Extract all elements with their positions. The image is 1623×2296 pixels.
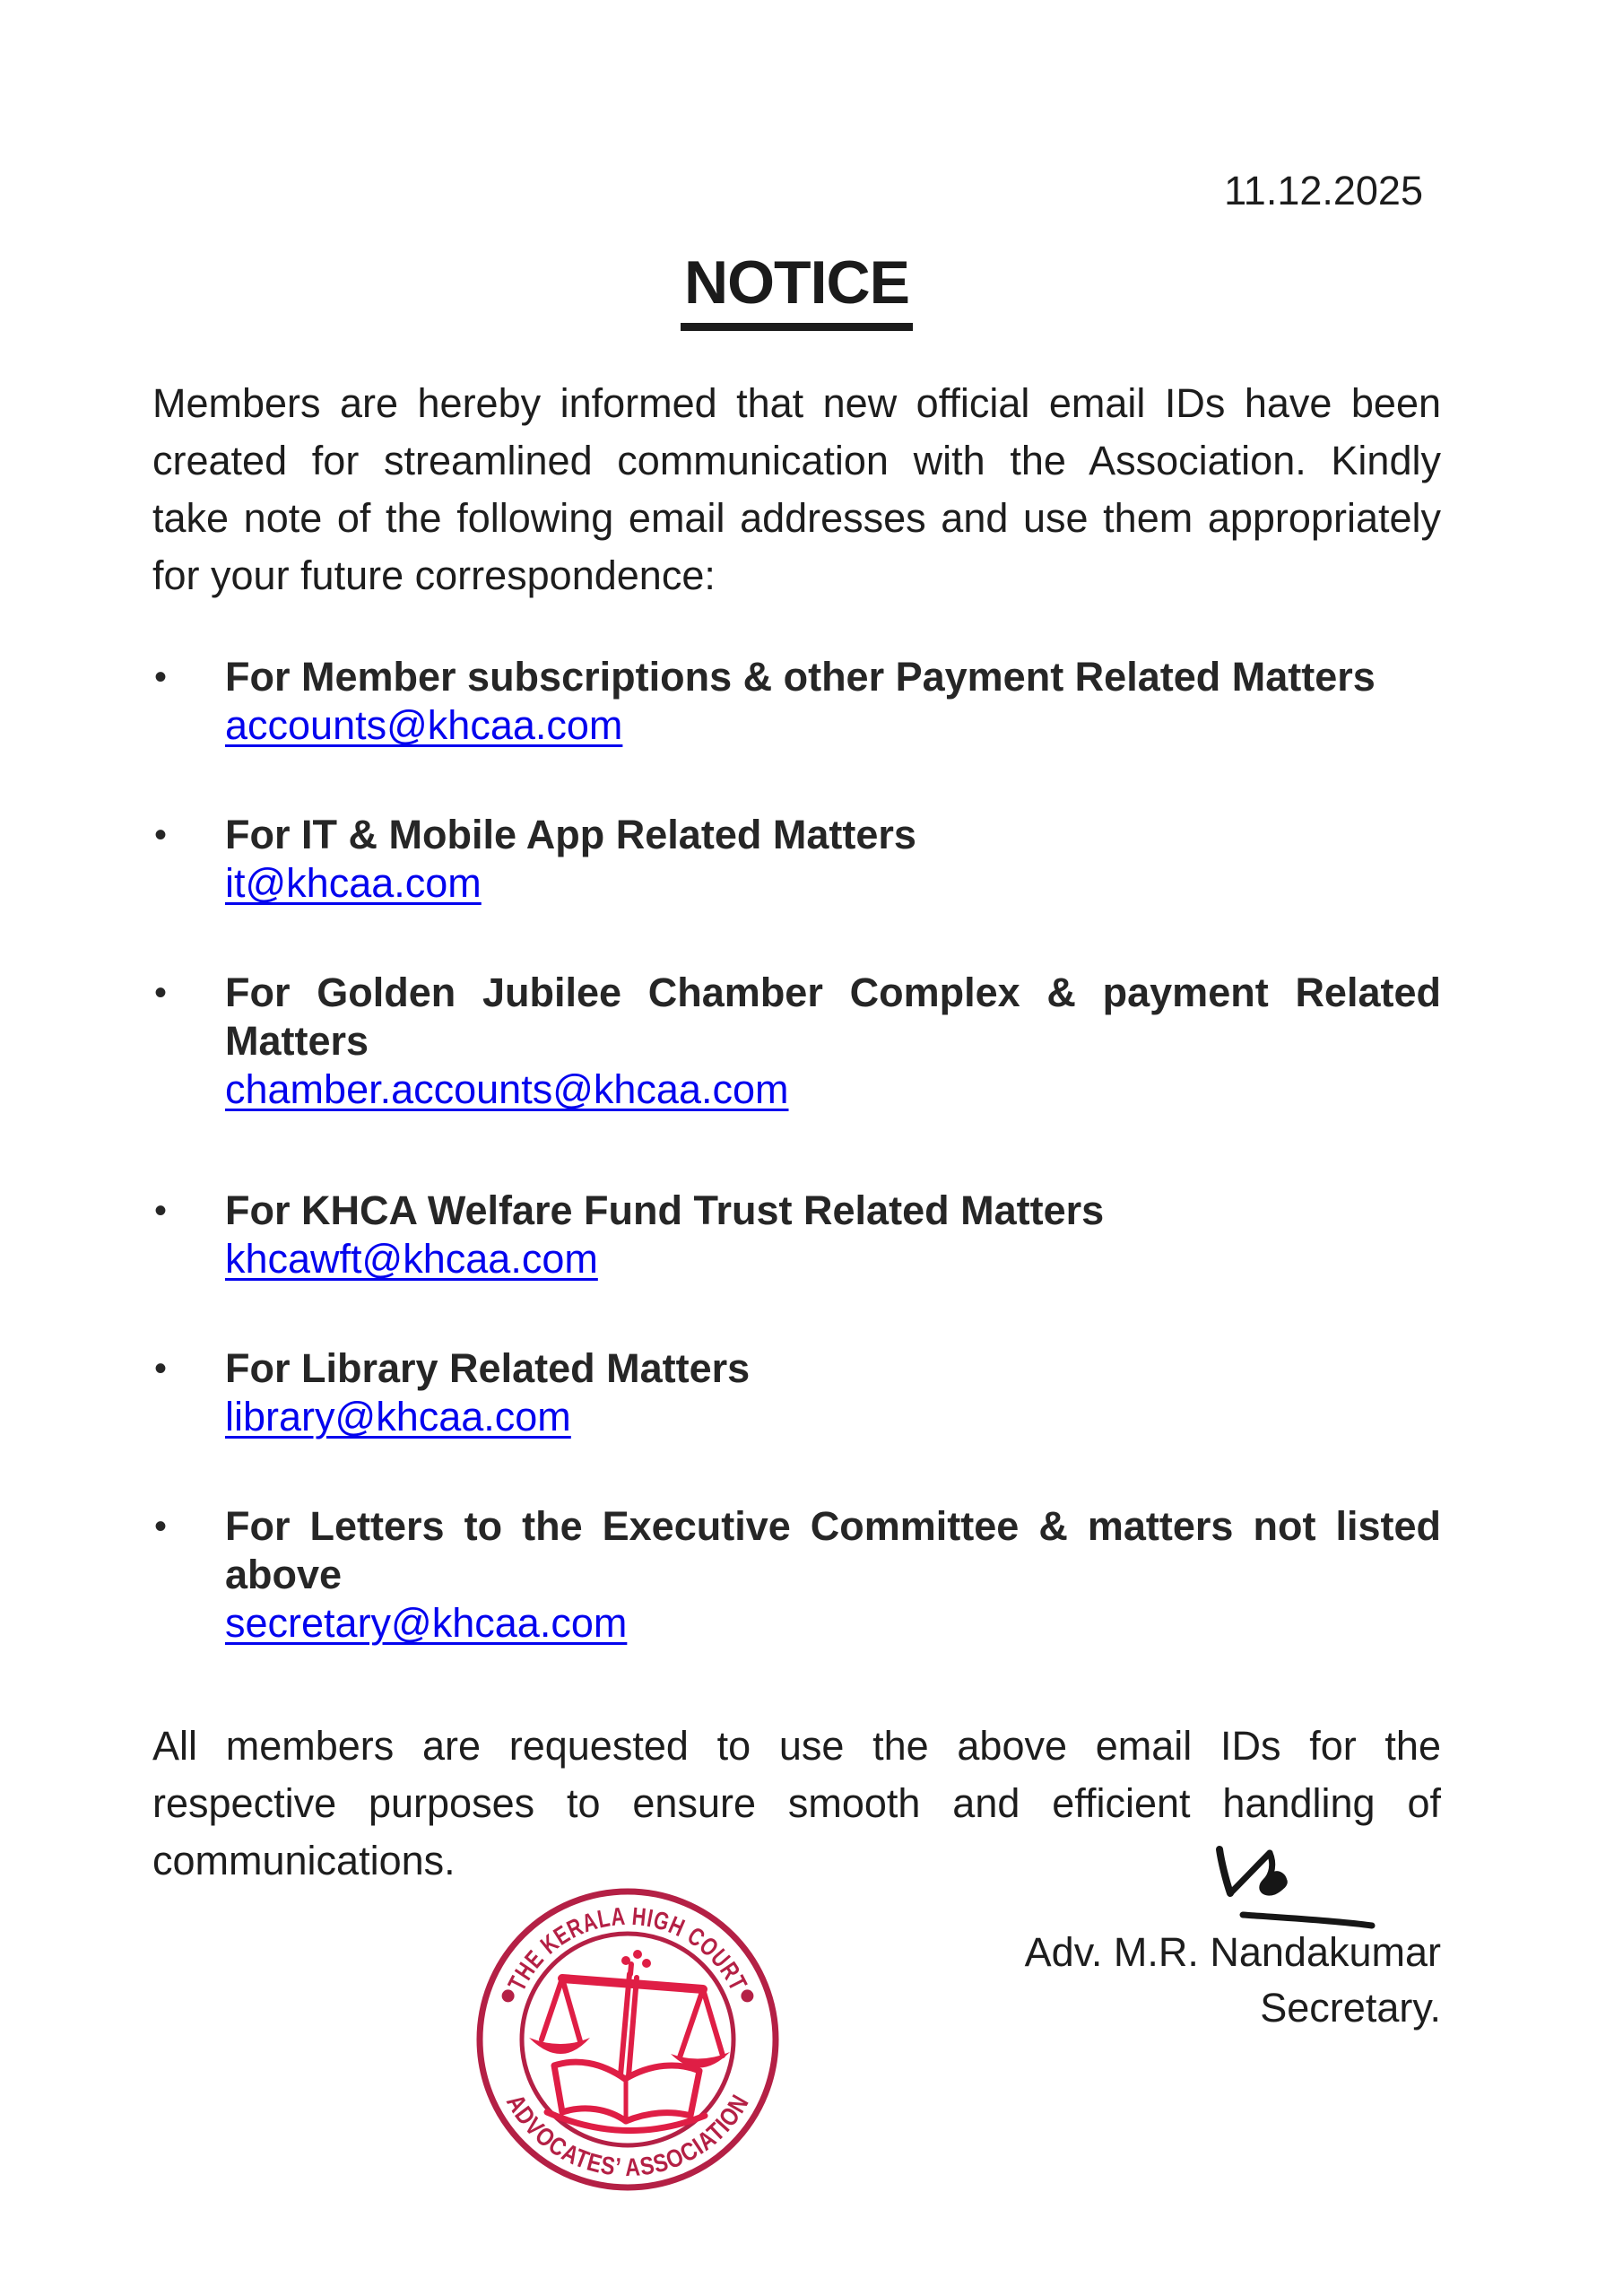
- email-link-library[interactable]: library@khcaa.com: [225, 1394, 571, 1439]
- seal-right-dot-icon: [741, 1989, 753, 2002]
- paragraph-line: for your future correspondence:: [152, 552, 716, 598]
- bullet-heading: For IT & Mobile App Related Matters: [225, 812, 916, 857]
- bullet-icon: •: [154, 657, 168, 697]
- paragraph-line: Members are hereby informed that new official email IDs have been: [152, 380, 1441, 426]
- bullet-icon: •: [154, 1349, 168, 1388]
- seal-bottom-text: ADVOCATES’ ASSOCIATION: [500, 2086, 756, 2182]
- email-link-it[interactable]: it@khcaa.com: [225, 860, 482, 906]
- paragraph-line: communications.: [152, 1838, 456, 1883]
- bullet-item-payments: [152, 653, 1441, 750]
- bullet-item-welfare-fund: [152, 1187, 1441, 1283]
- bullet-heading: For Member subscriptions & other Payment Related Matters: [225, 654, 1376, 700]
- bullet-icon: •: [154, 1507, 168, 1546]
- scales-of-justice-icon: [529, 1950, 730, 2076]
- bullet-icon: •: [154, 815, 168, 855]
- intro-paragraph: [152, 375, 1441, 604]
- document-date: 11.12.2025: [1224, 168, 1423, 213]
- open-book-icon: [547, 2062, 705, 2130]
- paragraph-line: respective purposes to ensure smooth and efficient handling of: [152, 1780, 1441, 1826]
- bullet-item-it: [152, 811, 1441, 908]
- page-title: NOTICE: [681, 248, 913, 331]
- paragraph-line: take note of the following email addresses and use them appropriately: [152, 495, 1441, 541]
- bullet-heading: For KHCA Welfare Fund Trust Related Matters: [225, 1187, 1105, 1233]
- signatory-role: Secretary.: [1260, 1985, 1441, 2031]
- email-link-chamber-accounts[interactable]: chamber.accounts@khcaa.com: [225, 1066, 789, 1112]
- title-row: [152, 248, 1441, 331]
- paragraph-line: All members are requested to use the above email IDs for the: [152, 1723, 1441, 1769]
- bullet-icon: •: [154, 973, 168, 1013]
- bullet-icon: •: [154, 1191, 168, 1231]
- bullet-heading: For Letters to the Executive Committee & matters not listed: [225, 1503, 1441, 1549]
- bullet-item-secretary: [152, 1502, 1441, 1648]
- email-link-secretary[interactable]: secretary@khcaa.com: [225, 1600, 628, 1646]
- seal-left-dot-icon: [502, 1989, 515, 2002]
- email-link-khcawft[interactable]: khcawft@khcaa.com: [225, 1236, 598, 1282]
- association-seal: [473, 1885, 782, 2194]
- bullet-item-chamber: [152, 969, 1441, 1114]
- bullet-heading: For Library Related Matters: [225, 1345, 751, 1391]
- signatory-name: Adv. M.R. Nandakumar: [1024, 1929, 1441, 1975]
- bullet-heading: Matters: [225, 1018, 369, 1064]
- seal-top-text: THE KERALA HIGH COURT: [502, 1901, 755, 1999]
- email-link-accounts[interactable]: accounts@khcaa.com: [225, 702, 623, 748]
- bullet-item-library: [152, 1344, 1441, 1441]
- paragraph-line: created for streamlined communication with the Association. Kindly: [152, 438, 1441, 483]
- bullet-heading: For Golden Jubilee Chamber Complex & payment Related: [225, 970, 1441, 1015]
- signoff-block: [152, 1925, 1441, 2036]
- bullet-heading: above: [225, 1552, 343, 1597]
